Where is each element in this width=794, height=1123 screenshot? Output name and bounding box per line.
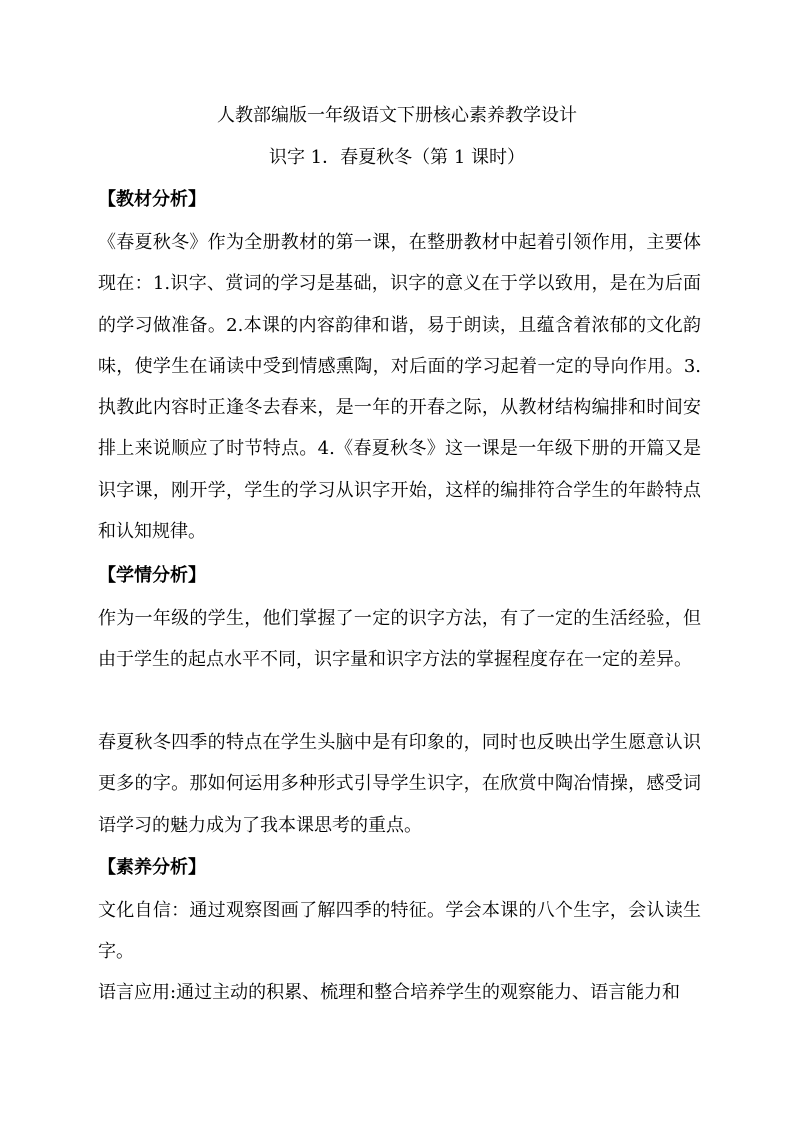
section-heading-textbook-analysis: 【教材分析】 [98, 189, 206, 210]
section-heading-student-analysis: 【学情分析】 [98, 565, 206, 586]
student-analysis-paragraph-2: 春夏秋冬四季的特点在学生头脑中是有印象的，同时也反映出学生愿意认识更多的字。那如何运用多种形式引导学生识字，在欣赏中陶冶情操，感受词语学习的魅力成为了我本课思考的重点。 [98, 732, 701, 836]
literacy-analysis-paragraph-2: 语言应用:通过主动的积累、梳理和整合培养学生的观察能力、语言能力和 [98, 982, 681, 1003]
document-title: 人教部编版一年级语文下册核心素养教学设计 [217, 105, 577, 126]
textbook-analysis-paragraph: 《春夏秋冬》作为全册教材的第一课，在整册教材中起着引领作用，主要体现在：1.识字、赏词的学习是基础，识字的意义在于学以致用，是在为后面的学习做准备。2.本课的内容韵律和谐，易于朗读，且蕴含着浓郁的文化韵味，使学生在诵读中受到情感熏陶，对后面的学习起着一定的导向作用。3.执教此内容时正逢冬去春来，是一年的开春之际，从教材结构编排和时间安排上来说顺应了时节特点。4.《春夏秋冬》这一课是一年级下册的开篇又是识字课，刚开学，学生的学习从识字开始，这样的编排符合学生的年龄特点和认知规律。 [98, 232, 701, 543]
lesson-subtitle: 识字 1．春夏秋冬（第 1 课时） [268, 147, 526, 168]
section-heading-literacy-analysis: 【素养分析】 [98, 857, 206, 878]
student-analysis-paragraph-1: 作为一年级的学生，他们掌握了一定的识字方法，有了一定的生活经验，但由于学生的起点水平不同，识字量和识字方法的掌握程度存在一定的差异。 [98, 608, 701, 671]
literacy-analysis-paragraph-1: 文化自信：通过观察图画了解四季的特征。学会本课的八个生字，会认读生字。 [98, 900, 701, 963]
